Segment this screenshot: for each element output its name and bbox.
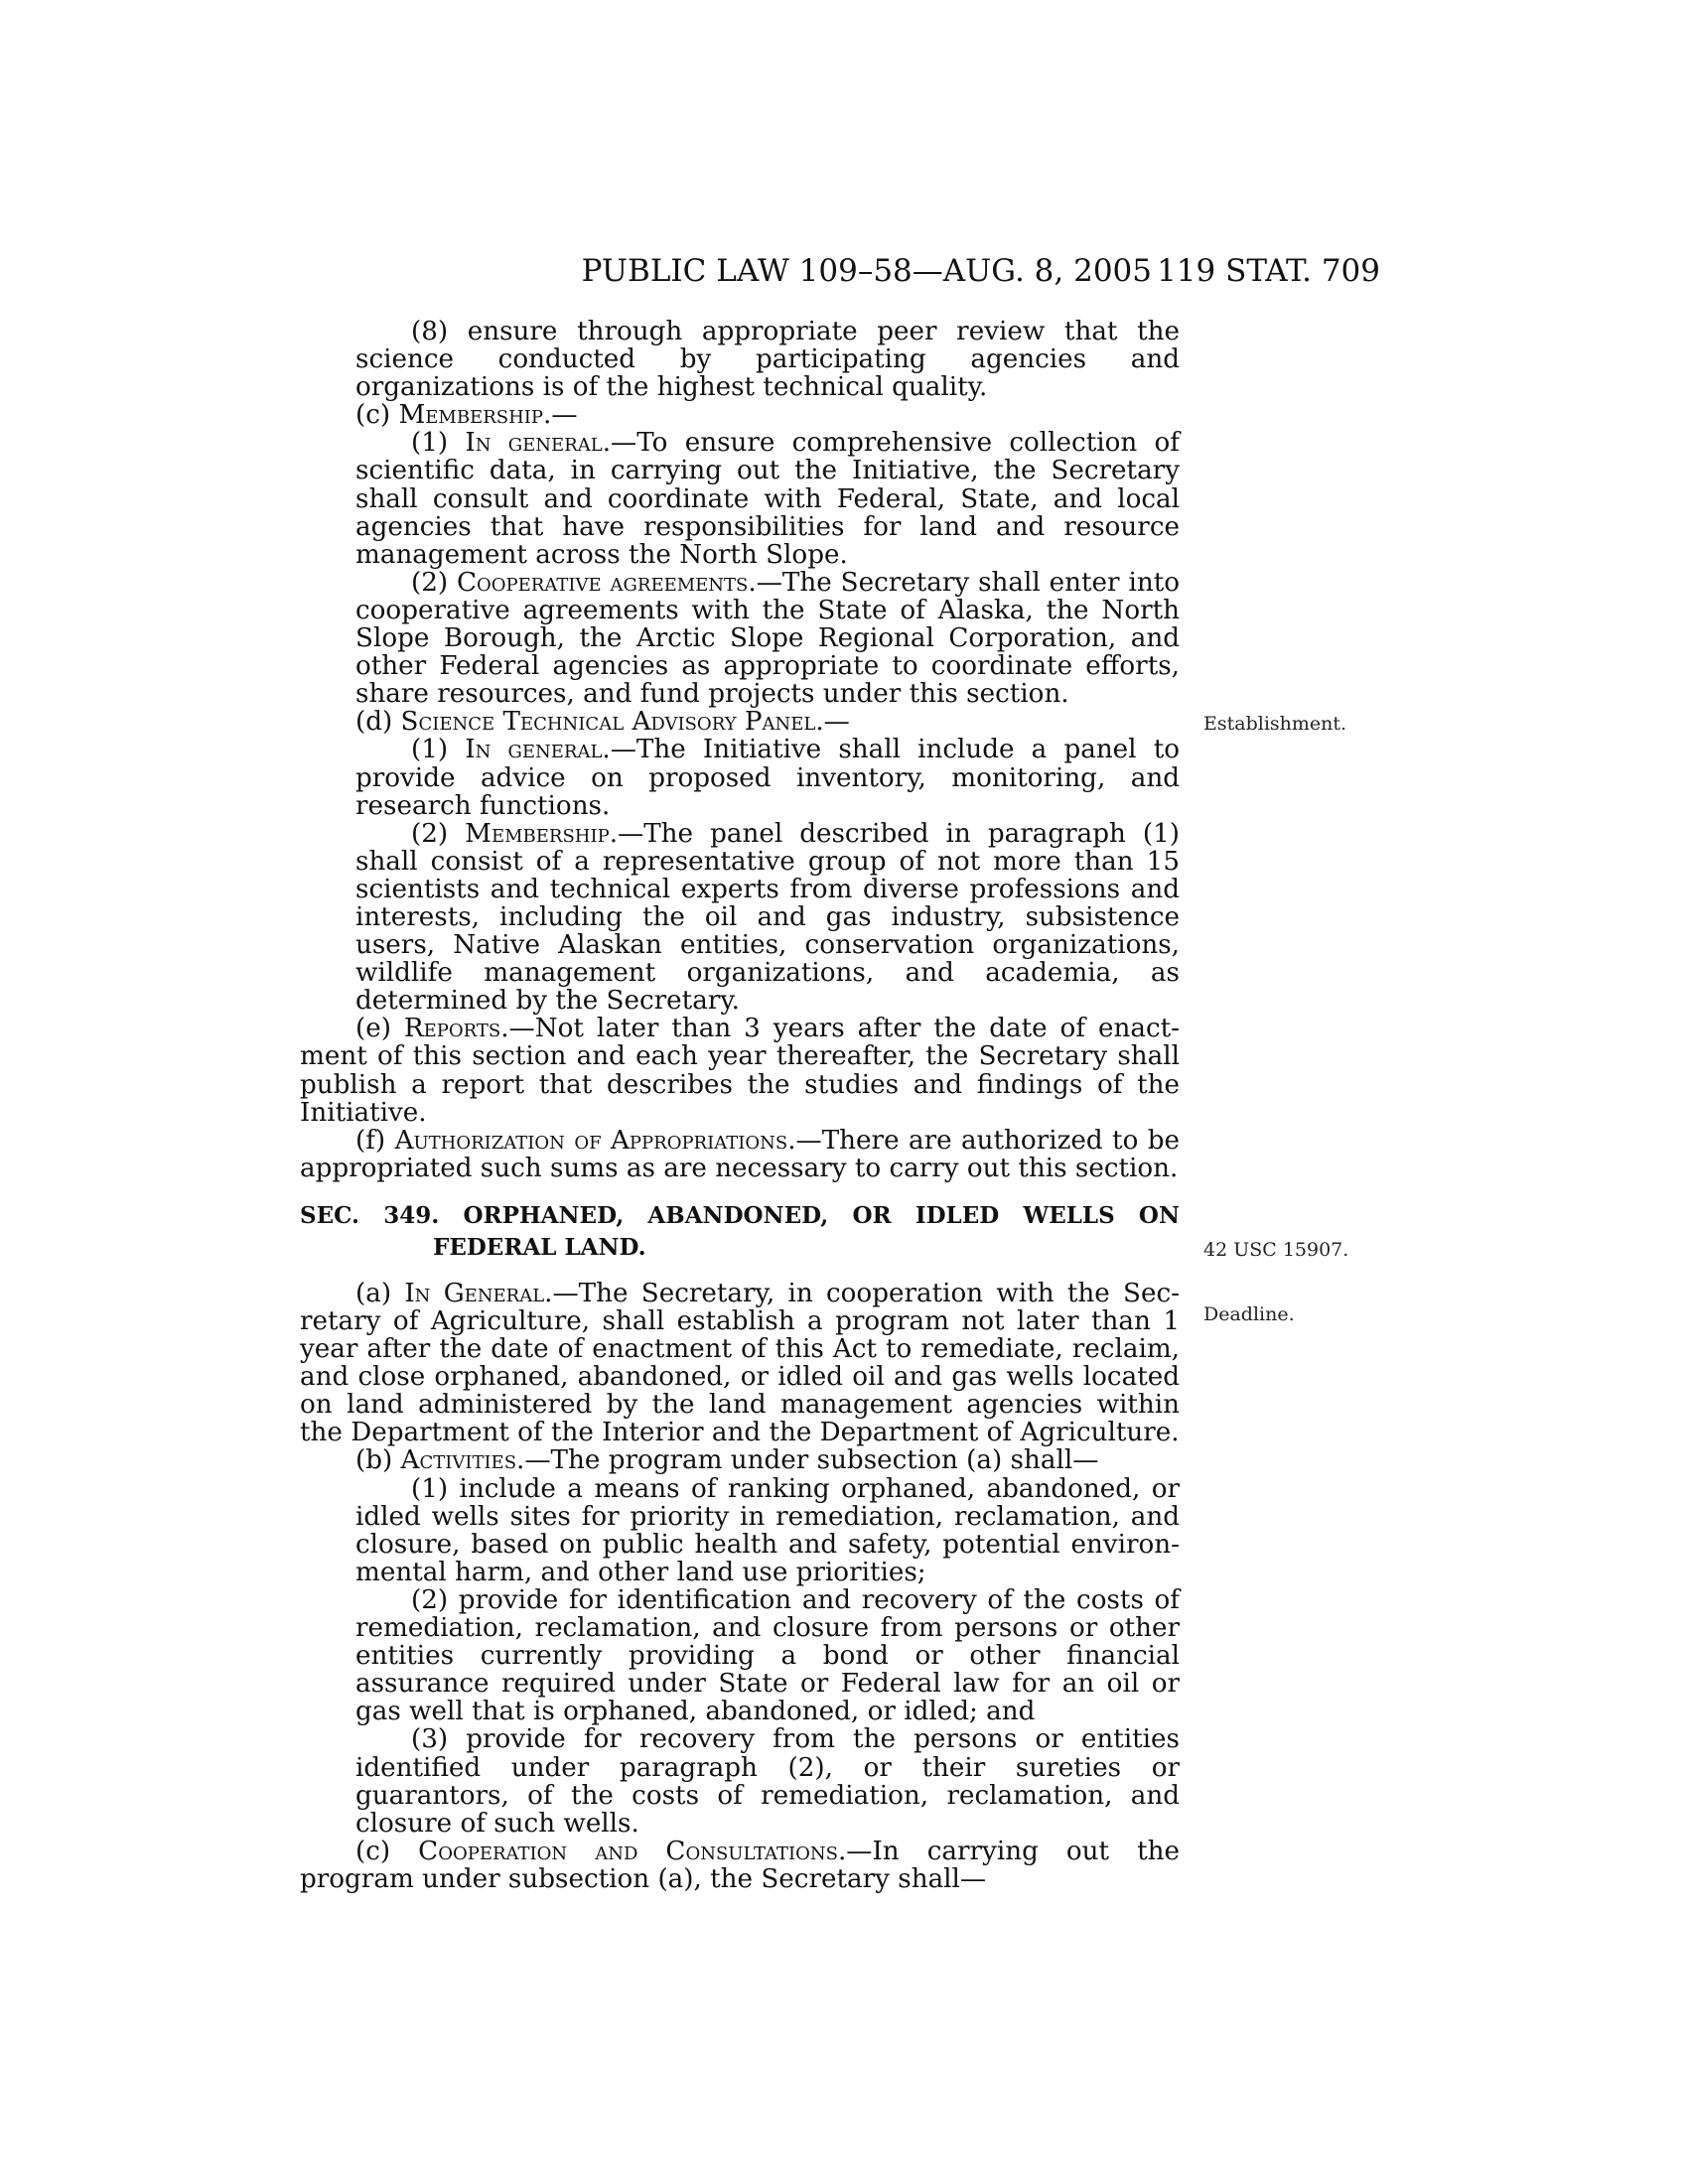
- subsection-caption: Reports: [403, 1014, 501, 1044]
- paragraph-d2: [300, 820, 1180, 1016]
- subsection-label: (d): [355, 707, 401, 738]
- paragraph-349-b1: (1) include a means of ranking orphaned, abandoned, or idled wells sites for priority in remediation, reclamation, and closure, based on public health and safety, potential environmental harm, and other land use priorities;: [355, 1473, 1180, 1587]
- subsection-caption: Cooperation and Consultations: [418, 1836, 838, 1866]
- subsection-dash: .—: [815, 707, 850, 738]
- paragraph-number: (1): [411, 428, 466, 459]
- statute-body: [300, 318, 1180, 1893]
- subsection-label: (e): [355, 1014, 404, 1044]
- margin-note-usc-citation: 42 USC 15907.: [1203, 1239, 1349, 1261]
- margin-note-establishment: Establishment.: [1203, 713, 1347, 735]
- subsection-label: (c): [355, 400, 399, 431]
- paragraph-b8: (8) ensure through appropriate peer review that the science conducted by participating agencies and organizations is of the highest technical quality.: [355, 317, 1180, 403]
- paragraph-text: .—The panel described in paragraph (1) shall consist of a representative group of not more than 15 scientists and technical experts from diverse professions and interests, including the oil and gas industry, subsistence users, Native Alaskan entities, conservation organizations, wildlife management organizations, and academia, as determined by the Secretary.: [355, 818, 1181, 1017]
- paragraph-number: (2): [411, 567, 457, 598]
- paragraph-c1: [300, 429, 1180, 568]
- paragraph-number: (1): [411, 735, 466, 765]
- subsection-caption: Membership: [398, 400, 543, 431]
- running-header: [298, 253, 1380, 293]
- subsection-d-heading: [300, 708, 1180, 736]
- paragraph-caption: In general: [465, 735, 603, 765]
- subsection-349-c: [300, 1838, 1180, 1893]
- section-349-heading: SEC. 349. ORPHANED, ABANDONED, OR IDLED WELLS ON FEDERAL LAND.: [300, 1201, 1180, 1261]
- subsection-label: (b): [355, 1445, 401, 1476]
- paragraph-caption: In general: [465, 428, 603, 459]
- law-title: PUBLIC LAW 109–58—AUG. 8, 2005: [581, 253, 1152, 289]
- paragraph-349-b2: (2) provide for identification and recovery of the costs of remediation, reclamation, and closure from persons or other entities currently providing a bond or other financial assurance required under State or Federal law for an oil or gas well that is orphaned, abandoned, or idled; and: [355, 1584, 1180, 1727]
- subsection-text: .—Not later than 3 years after the date of enactment of this section and each year thereafter, the Secretary shall publish a report that describes the studies and findings of the Initiative.: [300, 1014, 1180, 1128]
- paragraph-text: .—The Secretary shall enter into cooperative agreements with the State of Alaska, the North Slope Borough, the Arctic Slope Regional Corporation, and other Federal agencies as appropriate to coordinate efforts, share resources, and fund projects under this section.: [355, 567, 1180, 710]
- paragraph-caption: Cooperative agreements: [457, 567, 749, 598]
- paragraph-number: (2): [411, 818, 466, 849]
- subsection-f: [300, 1127, 1180, 1182]
- subsection-text: .—In carrying out the program under subsection (a), the Secretary shall—: [300, 1836, 1180, 1894]
- subsection-dash: .—: [543, 400, 578, 431]
- paragraph-text: .—The Initiative shall include a panel to provide advice on proposed inventory, monitoring, and research functions.: [355, 735, 1180, 821]
- subsection-349-a: [300, 1280, 1180, 1447]
- paragraph-349-b3: (3) provide for recovery from the persons or entities identified under paragraph (2), or their sureties or guarantors, of the costs of remediation, reclamation, and closure of such wells.: [355, 1724, 1180, 1839]
- paragraph-d1: [300, 736, 1180, 819]
- subsection-caption: Science Technical Advisory Panel: [400, 707, 816, 738]
- subsection-text: .—The Secretary, in cooperation with the Secretary of Agriculture, shall establish a program not later than 1 year after the date of enactment of this Act to remediate, reclaim, and close orphaned, abandoned, or idled oil and gas wells located on land administered by the land management agencies within the Department of the Interior and the Department of Agriculture.: [300, 1278, 1180, 1448]
- subsection-caption: Activities: [400, 1445, 517, 1476]
- subsection-caption: In General: [404, 1278, 545, 1308]
- subsection-e: [300, 1015, 1180, 1126]
- subsection-caption: Authorization of Appropriations: [394, 1125, 788, 1156]
- paragraph-c2: [300, 569, 1180, 708]
- subsection-c-heading: [300, 401, 1180, 429]
- subsection-text: .—There are authorized to be appropriated such sums as are necessary to carry out this section.: [300, 1125, 1181, 1183]
- subsection-label: (f): [355, 1125, 395, 1156]
- page-reference: 119 STAT. 709: [1157, 253, 1380, 289]
- margin-note-deadline: Deadline.: [1203, 1303, 1295, 1325]
- paragraph-text: .—To ensure comprehensive collection of scientific data, in carrying out the Initiative, the Secretary shall consult and coordinate with Federal, State, and local agencies that have responsibilities for land and resource management across the North Slope.: [355, 428, 1180, 570]
- subsection-label: (c): [355, 1836, 419, 1866]
- subsection-349-b: [300, 1446, 1180, 1474]
- subsection-text: .—The program under subsection (a) shall—: [516, 1445, 1099, 1476]
- subsection-label: (a): [355, 1278, 405, 1308]
- paragraph-caption: Membership: [465, 818, 610, 849]
